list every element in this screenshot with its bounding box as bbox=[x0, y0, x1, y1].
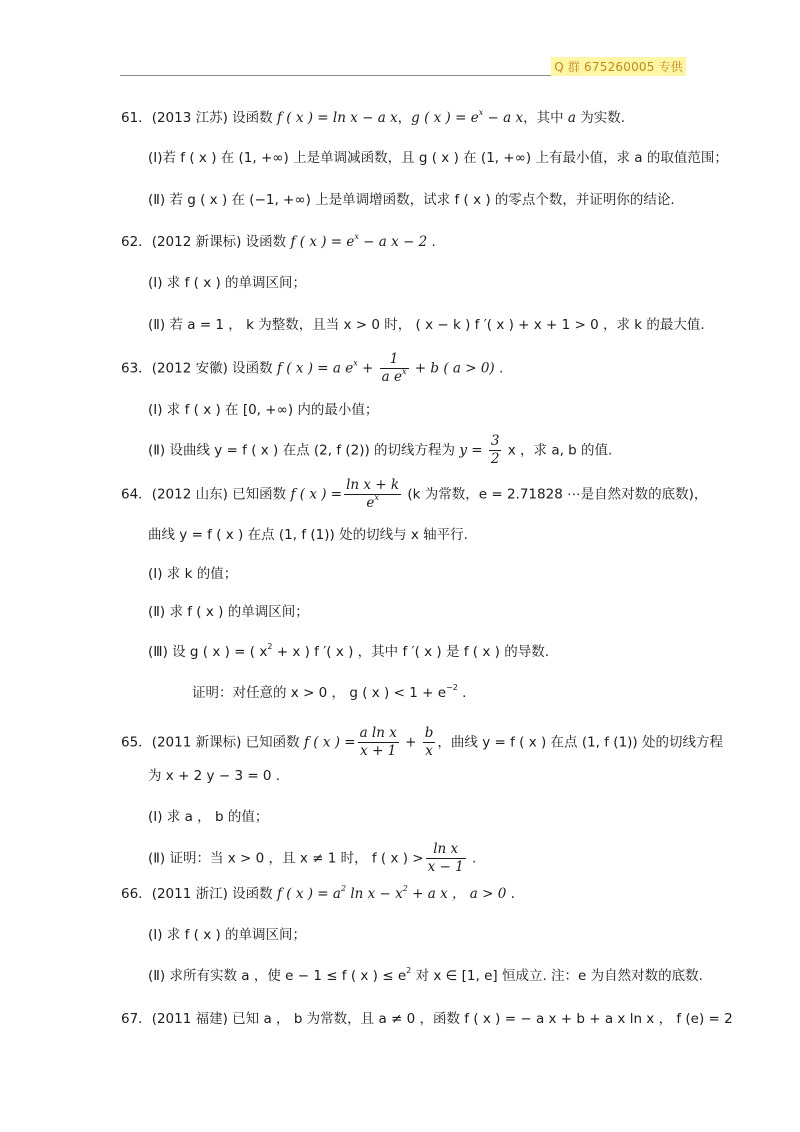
subquestion-2: (Ⅱ) 求所有实数 a ，使 e − 1 ≤ f ( x ) ≤ $e^2$ 对 x ∈ [1, e] 恒成立. 注：e 为自然对数的底数. bbox=[148, 966, 703, 984]
problem-source: (2011 浙江) bbox=[151, 886, 228, 902]
problem-62-stem: 62．(2012 新课标) 设函数 f ( x ) = $e^x - a$ x − 2 . bbox=[121, 232, 436, 250]
problem-number: 61． bbox=[121, 110, 152, 126]
problem-64-stem-cont: 曲线 y = f ( x ) 在点 (1, f (1)) 处的切线与 x 轴平行. bbox=[148, 527, 468, 543]
problem-number: 67． bbox=[121, 1011, 152, 1027]
problem-number: 65． bbox=[121, 734, 152, 751]
problem-source: (2012 山东) bbox=[151, 486, 228, 503]
problem-63-stem: 63．(2012 安徽) 设函数 f ( x ) = a $e^x$ + $\frac{1}{a e^x}$ + b ( a > 0) . bbox=[121, 351, 504, 385]
problem-source: (2011 福建) bbox=[151, 1011, 228, 1027]
problem-source: (2011 新课标) bbox=[151, 734, 242, 751]
subquestion-2: (Ⅱ) 设曲线 y = f ( x ) 在点 (2, f (2)) 的切线方程为 y = $\frac{3}{2}$ x ，求 a, b 的值. bbox=[148, 433, 613, 467]
fraction: $\frac{1}{a e^x}$ bbox=[381, 351, 407, 385]
subquestion-2: (Ⅱ) 若 a = 1 ， k 为整数，且当 x > 0 时， ( x − k ) f ′( x ) + x + 1 > 0 ，求 k 的最大值. bbox=[148, 317, 705, 333]
problem-61-stem: 61．(2013 江苏) 设函数 f ( x ) = ln x − a x，g ( x ) = $e^x - a$ x，其中 a 为实数. bbox=[121, 108, 626, 126]
problem-66-stem: 66．(2011 浙江) 设函数 f ( x ) = $a^2$ $\ln x - x^2 + a$ x ， a > 0 . bbox=[121, 884, 515, 902]
problem-number: 63． bbox=[121, 360, 152, 377]
problem-number: 64． bbox=[121, 486, 152, 503]
subquestion-2: (Ⅱ) 求 f ( x ) 的单调区间； bbox=[148, 604, 309, 620]
problem-65-stem-cont: 为 x + 2 y − 3 = 0 . bbox=[148, 768, 281, 784]
problem-number: 66． bbox=[121, 886, 152, 902]
subquestion-1: (Ⅰ) 求 k 的值； bbox=[148, 566, 238, 582]
subquestion-2: (Ⅱ) 若 g ( x ) 在 (−1, +∞) 上是单调增函数，试求 f ( x ) 的零点个数，并证明你的结论. bbox=[148, 192, 675, 208]
problem-number: 62． bbox=[121, 234, 152, 250]
subquestion-1: (Ⅰ) 求 f ( x ) 的单调区间； bbox=[148, 927, 307, 943]
problem-source: (2012 新课标) bbox=[151, 234, 242, 250]
problem-67-stem: 67．(2011 福建) 已知 a ， b 为常数，且 a ≠ 0 ，函数 f ( x ) = − a x + b + a x ln x ， f (e) = 2 bbox=[121, 1011, 733, 1027]
subquestion-1: (Ⅰ) 求 f ( x ) 在 [0, +∞) 内的最小值； bbox=[148, 402, 379, 418]
fraction: $\frac{\text{ln x}}{x - 1}$ bbox=[427, 841, 464, 875]
problem-source: (2013 江苏) bbox=[151, 110, 228, 126]
subquestion-3: (Ⅲ) 设 g ( x ) = ( $x^2 + x$ ) f ′( x ) ，其中 f ′( x ) 是 f ( x ) 的导数. bbox=[148, 642, 549, 660]
proof-statement: 证明：对任意的 x > 0 ， g ( x ) < $1 + e^{-2}$ . bbox=[192, 683, 467, 701]
fraction: $\frac{b}{x}$ bbox=[424, 725, 434, 759]
watermark: Q 群 675260005 专供 bbox=[551, 57, 686, 76]
fraction: $\frac{\text{ln x + k}}{e^x}$ bbox=[346, 477, 400, 511]
problem-64-stem: 64．(2012 山东) 已知函数 f ( x ) = $\frac{\text{ln x + k}}{e^x}$ (k 为常数，e = 2.71828 ⋯是自然对数的底数)， bbox=[121, 477, 708, 511]
subquestion-2: (Ⅱ) 证明：当 x > 0 ，且 x ≠ 1 时， f ( x ) > $\frac{\text{ln x}}{x - 1}$ . bbox=[148, 841, 477, 875]
subquestion-1: (Ⅰ) 求 f ( x ) 的单调区间； bbox=[148, 275, 307, 291]
problem-65-stem: 65．(2011 新课标) 已知函数 f ( x ) = $\frac{\text{a ln x}}{x + 1}$ + $\frac{b}{x}$ ，曲线 y = f ( x ) 在点 (1, f (1)) 处的切线方程 bbox=[121, 725, 723, 759]
fraction: $\frac{3}{2}$ bbox=[490, 433, 500, 467]
problem-source: (2012 安徽) bbox=[151, 360, 228, 377]
subquestion-1: (Ⅰ) 求 a ， b 的值； bbox=[148, 809, 269, 825]
fraction: $\frac{\text{a ln x}}{x + 1}$ bbox=[359, 725, 397, 759]
subquestion-1: (Ⅰ)若 f ( x ) 在 (1, +∞) 上是单调减函数，且 g ( x ) 在 (1, +∞) 上有最小值，求 a 的取值范围； bbox=[148, 150, 728, 166]
